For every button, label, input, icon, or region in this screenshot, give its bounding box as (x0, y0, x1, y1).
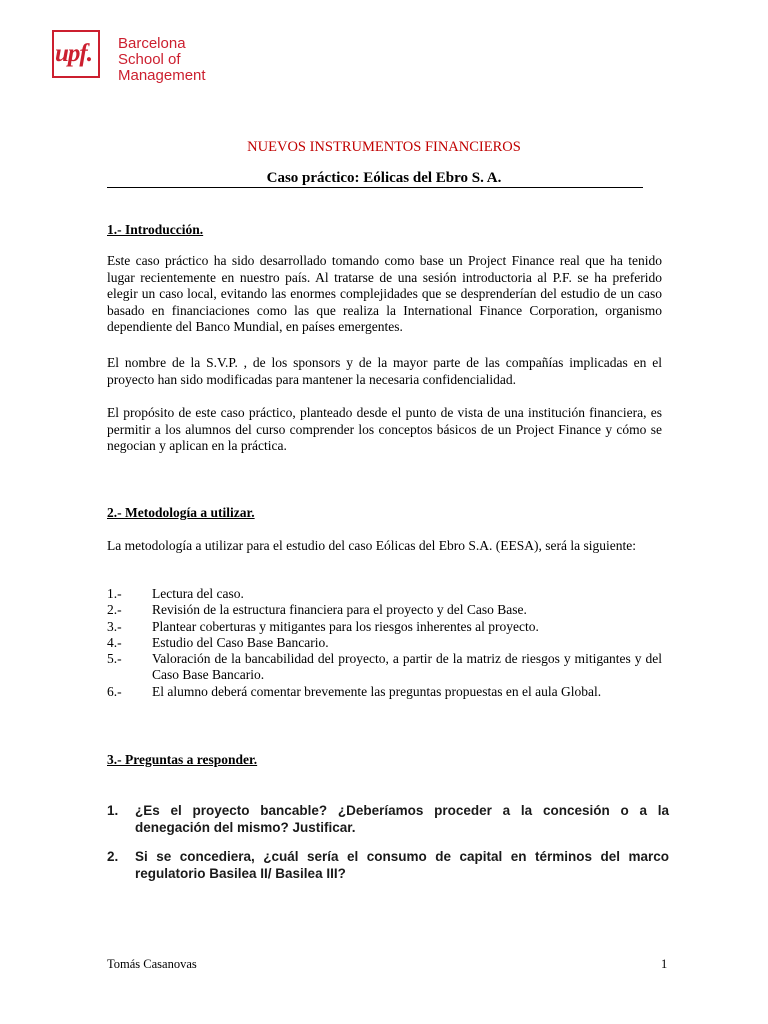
logo-line-3: Management (118, 67, 206, 84)
question-text: ¿Es el proyecto bancable? ¿Deberíamos proceder a la concesión o a la denegación del mismo? Justificar. (135, 803, 669, 835)
list-item (107, 619, 662, 635)
step-number: 3.- (107, 618, 122, 634)
document-title: NUEVOS INSTRUMENTOS FINANCIEROS (247, 139, 521, 155)
step-text: Lectura del caso. (152, 586, 244, 601)
list-item (107, 586, 662, 602)
section-heading-introduction: 1.- Introducción. (107, 222, 204, 237)
logo-text (118, 36, 206, 84)
upf-logo (52, 30, 222, 90)
step-text: El alumno deberá comentar brevemente las preguntas propuestas en el aula Global. (152, 683, 602, 699)
logo-mark: upf. (55, 40, 92, 67)
step-text: Revisión de la estructura financiera para el proyecto y del Caso Base. (152, 602, 527, 618)
step-text: Valoración de la bancabilidad del proyecto, a partir de la matriz de riesgos y mitigantes y del Caso Base Bancario. (152, 651, 662, 683)
question-number: 2. (107, 849, 119, 864)
methodology-intro: La metodología a utilizar para el estudio del caso Eólicas del Ebro S.A. (EESA), será la siguiente: (107, 538, 636, 553)
list-item (107, 602, 662, 618)
step-text: Estudio del Caso Base Bancario. (152, 634, 329, 650)
step-number: 2.- (107, 602, 122, 618)
document-subtitle: Caso práctico: Eólicas del Ebro S. A. (266, 170, 502, 186)
methodology-steps (107, 586, 662, 700)
logo-line-2: School of (118, 51, 181, 68)
intro-paragraph-2: El nombre de la S.V.P. , de los sponsors y de la mayor parte de las compañías implicadas en el proyecto han sido modificadas para mantener la necesaria confidencialidad. (107, 355, 662, 387)
question-number: 1. (107, 803, 119, 818)
page-number: 1 (661, 957, 668, 971)
step-number: 6.- (107, 683, 122, 699)
section-heading-questions: 3.- Preguntas a responder. (107, 752, 258, 767)
title-divider (107, 187, 643, 188)
list-item (107, 635, 662, 651)
step-number: 4.- (107, 634, 122, 650)
logo-line-1: Barcelona (118, 35, 186, 52)
step-number: 1.- (107, 586, 122, 601)
question-text: Si se concediera, ¿cuál sería el consumo de capital en términos del marco regulatorio Basilea II/ Basilea III? (135, 849, 669, 881)
list-item (107, 684, 662, 700)
list-item (107, 651, 662, 684)
list-item (107, 802, 669, 836)
step-text: Plantear coberturas y mitigantes para los riesgos inherentes al proyecto. (152, 618, 539, 634)
intro-paragraph-3: El propósito de este caso práctico, planteado desde el punto de vista de una institución financiera, es permitir a los alumnos del curso comprender los conceptos básicos de un Project Finance y cómo se negocian y aplican en la práctica. (107, 405, 662, 453)
questions-list (107, 802, 669, 894)
intro-paragraph-1: Este caso práctico ha sido desarrollado tomando como base un Project Finance real que ha tenido lugar recientemente en nuestro país. Al tratarse de una sesión introductoria al P.F. se ha preferido elegir un caso local, evitando las enormes complejidades que se desprenderían del estudio de un caso basado en financiaciones como las que realiza la International Finance Corporation, organismo dependiente del Banco Mundial, en países emergentes. (107, 253, 662, 334)
section-heading-methodology: 2.- Metodología a utilizar. (107, 505, 255, 520)
list-item (107, 848, 669, 882)
step-number: 5.- (107, 651, 122, 667)
footer-author: Tomás Casanovas (107, 957, 197, 971)
